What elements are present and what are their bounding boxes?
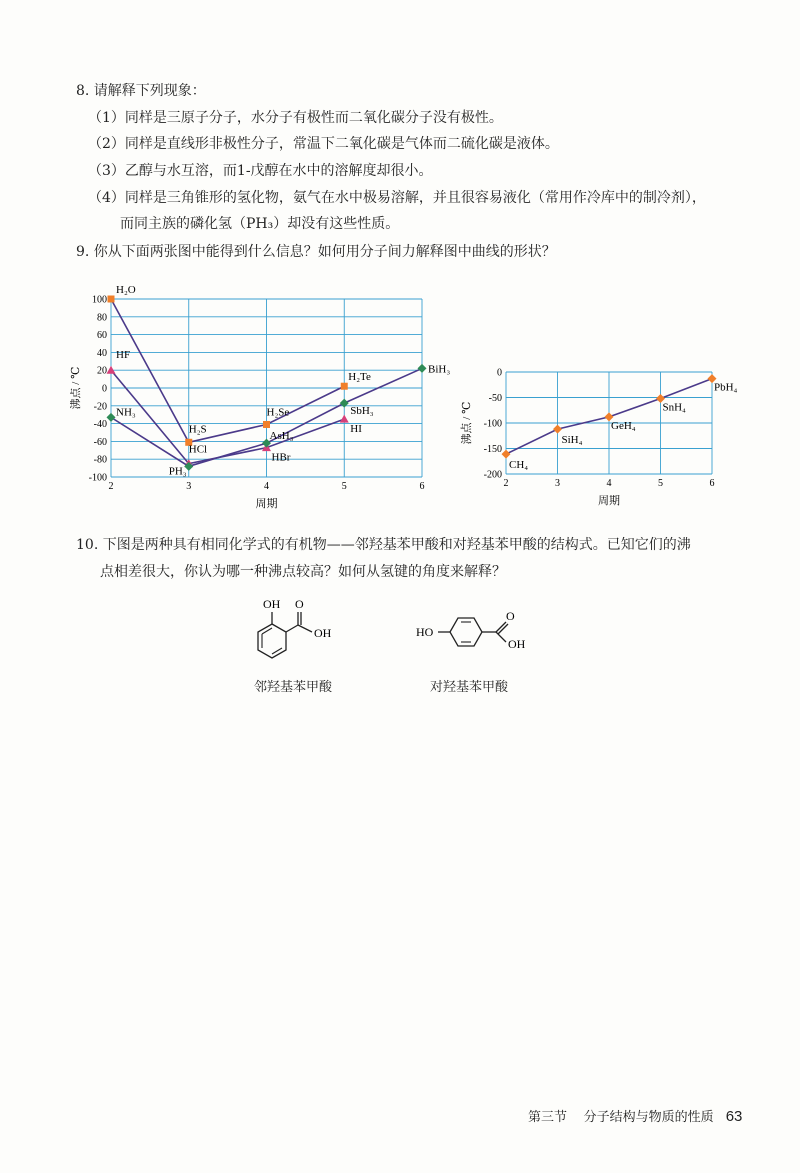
y-tick-label: 60	[97, 330, 107, 342]
y-tick-label: -60	[93, 436, 107, 448]
x-axis-label: 周期	[255, 498, 278, 510]
question-8-item-4: （4）同样是三角锥形的氢化物，氨气在水中极易溶解，并且很容易液化（常用作冷库中的制冷剂），	[88, 190, 706, 206]
data-point	[418, 364, 427, 373]
question-8-item-2: （2）同样是直线形非极性分子，常温下二氧化碳是气体而二硫化碳是液体。	[88, 136, 559, 152]
data-point	[107, 413, 116, 422]
x-tick-label: 3	[186, 481, 192, 492]
data-point	[340, 399, 349, 408]
data-point	[341, 383, 348, 390]
y-tick-label: -100	[483, 418, 502, 430]
x-tick-label: 6	[709, 478, 715, 489]
y-tick-label: 100	[92, 294, 107, 306]
x-tick-label: 4	[606, 478, 612, 489]
y-tick-label: 80	[97, 312, 107, 324]
point-label: H₂Te	[348, 371, 371, 384]
point-label: SnH₄	[662, 401, 686, 414]
question-8-item-4-cont: 而同主族的磷化氢（PH₃）却没有这些性质。	[120, 216, 400, 232]
data-point	[502, 450, 511, 459]
x-tick-label: 3	[555, 478, 560, 489]
data-point	[553, 425, 562, 434]
y-tick-label: -100	[88, 472, 107, 484]
y-axis-label: 沸点 / ℃	[461, 401, 473, 445]
point-label: PbH₄	[714, 381, 738, 394]
para-oh-right-label: OH	[508, 637, 526, 651]
y-tick-label: 0	[497, 367, 502, 379]
point-label: HBr	[271, 451, 291, 464]
y-tick-label: 0	[102, 383, 107, 395]
footer-section: 第三节	[528, 1110, 568, 1125]
y-tick-label: -150	[483, 444, 502, 455]
x-tick-label: 5	[658, 478, 663, 489]
x-axis-label: 周期	[598, 495, 620, 507]
point-label: GeH₄	[611, 419, 636, 432]
para-ho-left-label: HO	[416, 625, 434, 639]
y-axis-label: 沸点 / ℃	[70, 366, 82, 410]
x-tick-label: 6	[419, 481, 425, 492]
point-label: AsH₃	[269, 430, 294, 443]
boiling-point-chart-group-15-17	[70, 276, 470, 516]
data-point	[340, 415, 349, 423]
question-9-title: 9. 你从下面两张图中能得到什么信息？如何用分子间力解释图中曲线的形状？	[76, 244, 556, 260]
y-tick-label: -20	[93, 401, 107, 413]
point-label: PH₃	[168, 465, 187, 478]
point-label: SbH₃	[350, 405, 374, 418]
x-tick-label: 2	[503, 478, 509, 489]
question-10-line-1: 10. 下图是两种具有相同化学式的有机物——邻羟基苯甲酸和对羟基苯甲酸的结构式。已知它们的沸	[76, 537, 691, 553]
point-label: HCl	[188, 443, 208, 456]
ortho-oh-right-label: OH	[314, 626, 332, 640]
question-8-item-1: （1）同样是三原子分子，水分子有极性而二氧化碳分子没有极性。	[88, 110, 503, 126]
x-tick-label: 4	[264, 481, 269, 492]
footer-title: 分子结构与物质的性质	[583, 1110, 714, 1125]
point-label: BiH₃	[428, 363, 451, 376]
point-label: H₂S	[188, 423, 207, 436]
point-label: NH₃	[116, 406, 136, 419]
question-8-item-3: （3）乙醇与水互溶，而1-戊醇在水中的溶解度却很小。	[88, 163, 433, 179]
data-point	[263, 421, 270, 428]
ortho-o-top-label: O	[295, 597, 304, 611]
point-label: CH₄	[509, 459, 529, 472]
para-hydroxybenzoic-acid-name: 对羟基苯甲酸	[430, 680, 509, 695]
para-o-top-label: O	[506, 609, 515, 623]
page-footer	[528, 1106, 742, 1125]
x-tick-label: 5	[341, 481, 347, 492]
point-label: SiH₄	[561, 434, 583, 447]
y-tick-label: -80	[93, 454, 107, 466]
ortho-oh-top-label: OH	[263, 597, 281, 611]
question-8-title: 8. 请解释下列现象：	[76, 83, 206, 99]
series-line	[111, 370, 344, 463]
point-label: H₂O	[116, 284, 136, 296]
y-tick-label: -50	[488, 393, 502, 404]
page-number: 63	[725, 1108, 743, 1125]
data-point	[107, 366, 116, 374]
ortho-hydroxybenzoic-acid-structure	[232, 594, 372, 674]
y-tick-label: 40	[97, 347, 107, 359]
x-tick-label: 2	[108, 481, 114, 492]
y-tick-label: -200	[483, 469, 502, 481]
para-hydroxybenzoic-acid-structure	[410, 602, 560, 662]
data-point	[108, 296, 115, 303]
y-tick-label: -40	[93, 419, 107, 431]
point-label: HI	[350, 423, 362, 436]
question-10-line-2: 点相差很大，你认为哪一种沸点较高？如何从氢键的角度来解释？	[100, 564, 506, 580]
point-label: HF	[116, 349, 131, 362]
ortho-hydroxybenzoic-acid-name: 邻羟基苯甲酸	[254, 680, 333, 695]
point-label: H₂Se	[266, 406, 290, 419]
y-tick-label: 20	[97, 365, 107, 377]
boiling-point-chart-group-14	[450, 354, 750, 514]
